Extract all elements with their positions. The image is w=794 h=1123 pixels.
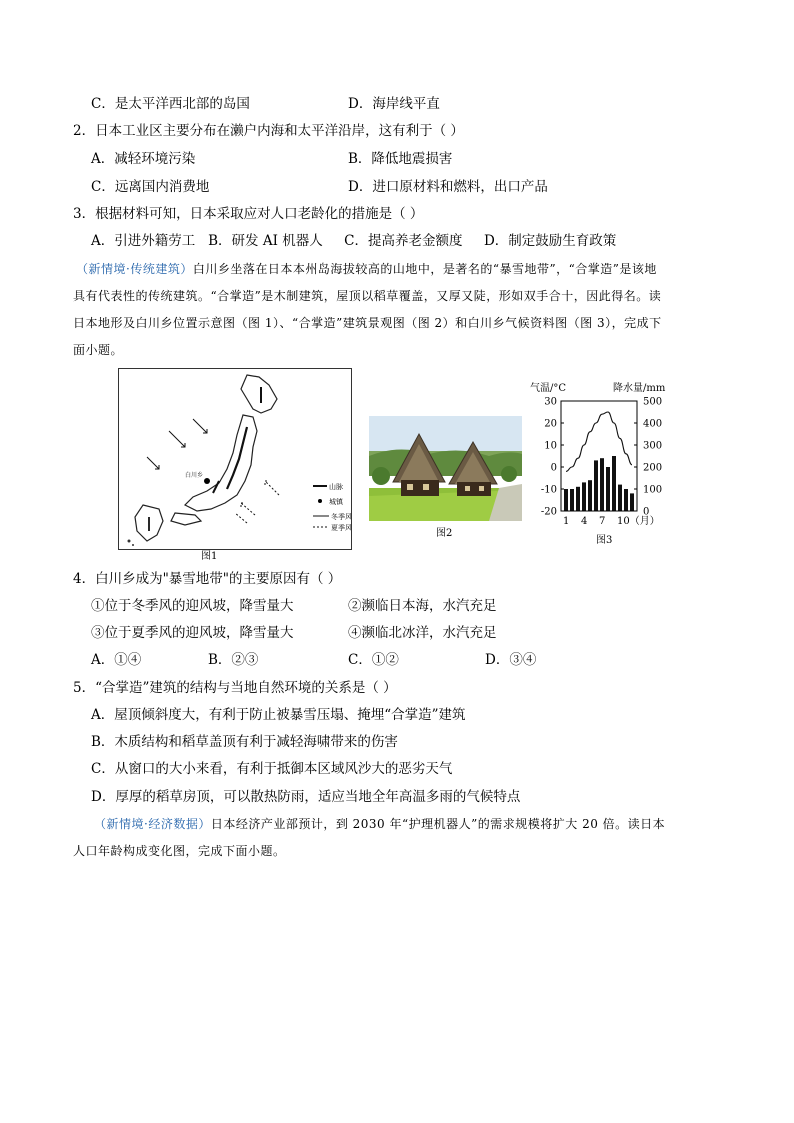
precip-tick-label: 300: [643, 440, 663, 452]
material2-tag: （新情境·经济数据）: [94, 817, 211, 831]
material1-text1: 白川乡坐落在日本本州岛海拔较高的山地中，是著名的“暴雪地带”，“合掌造”是该地: [192, 262, 657, 276]
x-tick-label: 7: [599, 516, 606, 527]
precip-bar: [624, 489, 628, 511]
x-tick-label: 1: [563, 516, 570, 527]
material2-line1: [94, 816, 665, 832]
q2-option-b: B．降低地震损害: [348, 151, 453, 167]
q5-option-b: B．木质结构和稻草盖顶有利于减轻海啸带来的伤害: [91, 734, 398, 750]
material1-line3: 日本地形及白川乡位置示意图（图 1）、“合掌造”建筑景观图（图 2）和白川乡气候资料图（图 3），完成下: [73, 316, 662, 330]
precip-bar: [606, 467, 610, 511]
precip-tick-label: 500: [643, 396, 663, 408]
legend-mountain-label: 山脉: [329, 483, 343, 491]
figure3-climate-chart: [527, 378, 687, 543]
q2-option-c: C．远离国内消费地: [91, 179, 210, 195]
q5-option-c: C．从窗口的大小来看，有利于抵御本区域风沙大的恶劣天气: [91, 761, 453, 777]
figure3-caption: 图3: [596, 535, 613, 546]
material2-line2: 人口年龄构成变化图，完成下面小题。: [73, 844, 286, 858]
precip-bar: [570, 489, 574, 511]
precip-axis-title: 降水量/mm: [613, 383, 666, 394]
x-tick-labels: [563, 515, 660, 527]
hokkaido-outline: [241, 375, 277, 413]
figure1-japan-map: [118, 368, 352, 550]
q4-option-a: A．①④: [91, 652, 142, 668]
x-tick-label: 4: [581, 516, 588, 527]
q2-stem: 2．日本工业区主要分布在濑户内海和太平洋沿岸，这有利于（ ）: [73, 123, 464, 139]
temp-tick-label: -20: [540, 506, 557, 518]
temp-axis-title: 气温/°C: [530, 383, 567, 394]
precip-bar: [600, 458, 604, 511]
q2-option-a: A．减轻环境污染: [91, 151, 196, 167]
legend-town-label: 城镇: [329, 498, 343, 506]
figure1-caption: 图1: [201, 551, 218, 562]
q1-option-c: C．是太平洋西北部的岛国: [91, 96, 250, 112]
climate-chart-svg: [527, 378, 687, 543]
q4-option-b: B．②③: [208, 652, 259, 668]
q4-statement-3: ③位于夏季风的迎风坡，降雪量大: [91, 625, 294, 641]
shirakawa-dot: [204, 478, 210, 484]
precip-tick-label: 200: [643, 462, 663, 474]
gassho-house-illustration: [369, 416, 522, 521]
precip-bar: [630, 493, 634, 511]
q5-option-d: D．厚厚的稻草房顶，可以散热防雨，适应当地全年高温多雨的气候特点: [91, 789, 521, 805]
precip-bar: [612, 456, 616, 511]
temp-tick-label: 30: [544, 396, 557, 408]
material1-tag: （新情境·传统建筑）: [76, 262, 193, 276]
figure2-caption: 图2: [436, 528, 453, 539]
temp-tick-label: 0: [550, 462, 557, 474]
precip-bar: [582, 482, 586, 511]
legend-summer-label: 夏季风: [331, 524, 351, 532]
precip-bar: [588, 480, 592, 511]
japan-map-drawing: [119, 369, 351, 549]
precip-tick-label: 0: [643, 506, 650, 518]
legend-town-icon: [318, 499, 322, 503]
q4-statement-1: ①位于冬季风的迎风坡，降雪量大: [91, 598, 294, 614]
q1-option-d: D．海岸线平直: [348, 96, 440, 112]
q5-option-a: A．屋顶倾斜度大，有利于防止被暴雪压塌、掩埋“合掌造”建筑: [91, 707, 466, 723]
material1-line4: 面小题。: [73, 343, 124, 357]
precip-tick-label: 100: [643, 484, 663, 496]
q5-stem: 5．“合掌造”建筑的结构与当地自然环境的关系是（ ）: [73, 680, 397, 696]
q3-stem: 3．根据材料可知，日本采取应对人口老龄化的措施是（ ）: [73, 206, 424, 222]
q4-option-d: D．③④: [485, 652, 537, 668]
q4-statement-2: ②濒临日本海，水汽充足: [348, 598, 497, 614]
shirakawa-label: 白川乡: [185, 472, 204, 479]
legend-winter-label: 冬季风: [331, 513, 351, 521]
precip-bar: [618, 485, 622, 511]
precip-bar: [594, 460, 598, 511]
temp-tick-label: -10: [540, 484, 557, 496]
material2-text1: 日本经济产业部预计，到 2030 年“护理机器人”的需求规模将扩大 20 倍。读日本: [210, 817, 666, 831]
figure2-gassho-photo: [369, 416, 522, 521]
q4-stem: 4．白川乡成为"暴雪地带"的主要原因有（ ）: [73, 571, 342, 587]
q4-option-c: C．①②: [348, 652, 399, 668]
temp-tick-label: 10: [544, 440, 557, 452]
shikoku-outline: [171, 513, 201, 525]
precip-bar: [576, 487, 580, 511]
material1-line1: [76, 261, 657, 277]
material1-line2: 具有代表性的传统建筑。“合掌造”是木制建筑，屋顶以稻草覆盖，又厚又陡，形如双手合十，因此得名。读: [73, 289, 662, 303]
q4-statement-4: ④濒临北冰洋，水汽充足: [348, 625, 497, 641]
precip-tick-label: 400: [643, 418, 663, 430]
temperature-line: [566, 412, 632, 471]
winter-monsoon-arrows: [147, 419, 207, 469]
x-tick-label: 10（月）: [617, 516, 660, 527]
temp-tick-label: 20: [544, 418, 557, 430]
q3-options: A．引进外籍劳工 B．研发 AI 机器人 C．提高养老金额度 D．制定鼓励生育政策: [91, 233, 617, 249]
precip-tick-labels: [634, 397, 662, 518]
q2-option-d: D．进口原材料和燃料，出口产品: [348, 179, 548, 195]
precip-bar: [564, 489, 568, 511]
